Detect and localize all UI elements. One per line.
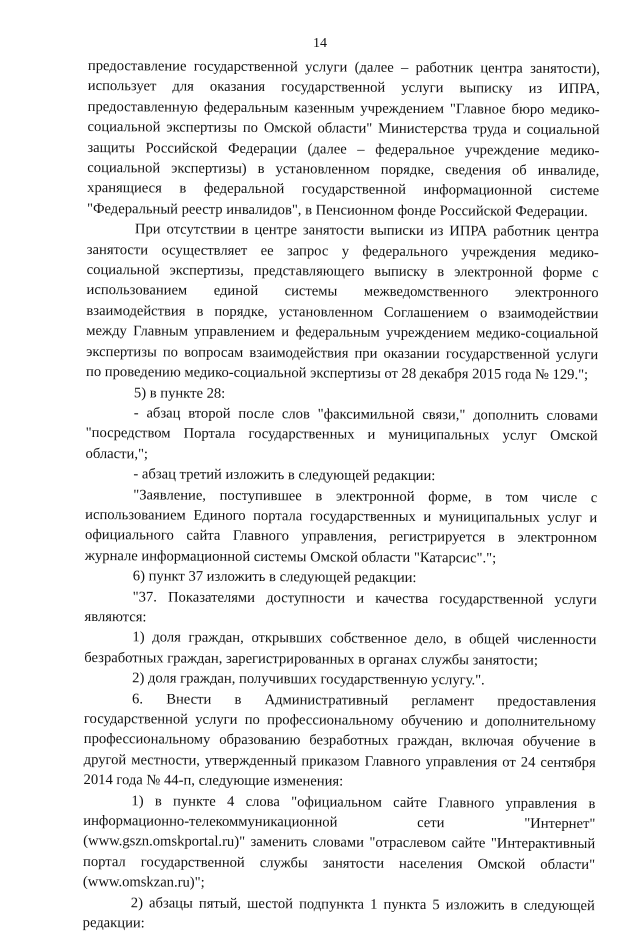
paragraph: При отсутствии в центре занятости выписки из ИПРА работник центра занятости осуществляет ее запрос у федерального учреждения медико-социальной экспертизы, представляющего выписку в электронной форме с использованием единой системы межведомственного электронного взаимодействия в порядке, установленном Соглашением о взаимодействии между Главным управлением и федеральным учреждением медико-социальной экспертизы по вопросам взаимодействия при оказании государственной услуги по проведению медико-социальной экспертизы от 28 декабря 2015 года № 129."; [86, 221, 599, 384]
paragraph: - абзац третий изложить в следующей редакции: [133, 466, 436, 485]
paragraph: "Заявление, поступившее в электронной форме, в том числе с использованием Единого портала государственных и муниципальных услуг и официального сайта Главного управления, регистрируется в электронном журнале информационной системы Омской области "Катарсис"."; [84, 486, 598, 567]
paragraph: 1) в пункте 4 слова "официальном сайте Главного управления в информационно-телекоммуникационной сети "Интернет" (www.gszn.omskportal.ru)" заменить словами "отраслевом сайте "Интерактивный портал государственной службы занятости населения Омской области" (www.omskzan.ru)"; [82, 792, 596, 891]
page-number: 14 [313, 36, 327, 51]
paragraph: 5) в пункте 28: [133, 384, 226, 402]
paragraph: предоставление государственной услуги (далее – работник центра занятости), использует для оказания государственной услуги выписку из ИПРА, предоставленную федеральным казенным учреждением "Главное бюро медико-социальной экспертизы по Омской области" Министерства труда и социальной защиты Российской Федерации (далее – федеральное учреждение медико-социальной экспертизы) в установленном порядке, сведения об инвалиде, хранящиеся в федеральной государственной информационной системе "Федеральный реестр инвалидов", в Пенсионном фонде Российской Федерации. [87, 57, 600, 220]
paragraph: "37. Показателями доступности и качества государственной услуги являются: [84, 588, 597, 626]
paragraph: - абзац второй после слов "факсимильной связи," дополнить словами "посредством Портала государственных и муниципальных услуг Омской области,"; [85, 405, 598, 463]
document-body [83, 56, 600, 937]
paragraph: 2) доля граждан, получивших государственную услугу.". [132, 670, 485, 689]
paragraph: 1) доля граждан, открывших собственное дело, в общей численности безработных граждан, зарегистрированных в органах службы занятости; [84, 629, 597, 669]
paragraph: 6. Внести в Административный регламент предоставления государственной услуги по профессиональному обучению и дополнительному профессиональному образованию безработных граждан, включая обучение в другой местности, утвержденный приказом Главного управления от 24 сентября 2014 года № 44-п, следующие изменения: [83, 690, 597, 790]
paragraph: 2) абзацы пятый, шестой подпункта 1 пункта 5 изложить в следующей редакции: [82, 894, 595, 932]
paragraph: 6) пункт 37 изложить в следующей редакции: [132, 568, 417, 587]
